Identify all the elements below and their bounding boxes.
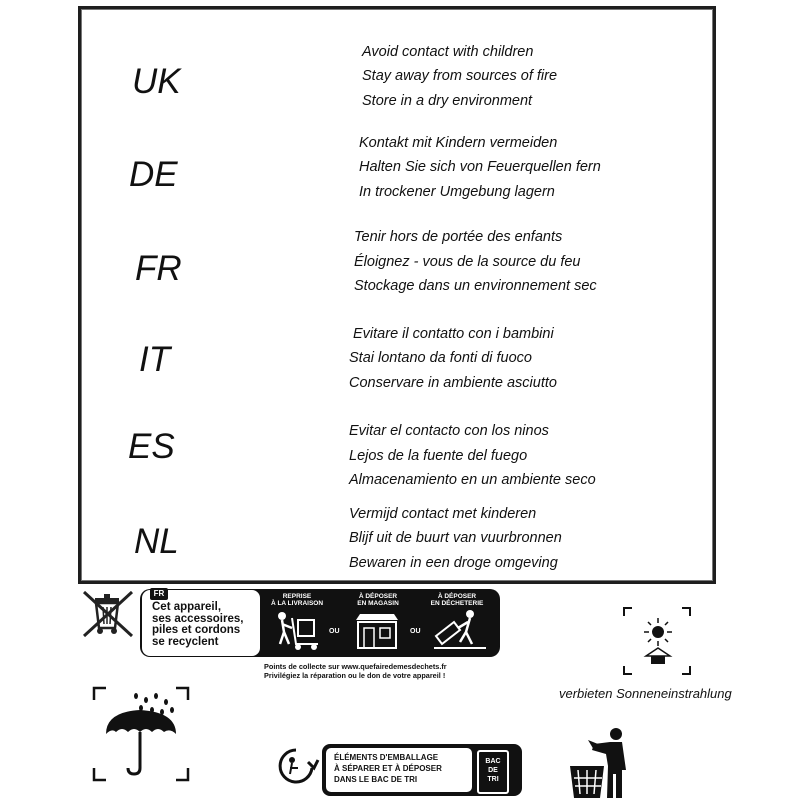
option-line: À DÉPOSER xyxy=(358,593,398,600)
warning-line: Stai lontano da fonti di fuoco xyxy=(349,350,532,366)
warning-line: Evitar el contacto con los ninos xyxy=(349,423,549,439)
lang-code-it: IT xyxy=(139,340,171,379)
warning-line: In trockener Umgebung lagern xyxy=(359,184,555,200)
option-line: À DÉPOSER xyxy=(437,593,477,600)
triman-option-store xyxy=(343,593,413,607)
keep-dry-umbrella-icon xyxy=(92,686,190,782)
option-line: EN DÉCHETERIE xyxy=(430,600,484,607)
lang-code-uk: UK xyxy=(132,62,181,101)
bin-label-line: DE xyxy=(488,767,498,774)
or-text: OU xyxy=(410,628,421,635)
option-line: REPRISE xyxy=(282,593,312,600)
triman-title xyxy=(152,602,243,648)
triman-footer-line: Privilégiez la réparation ou le don de votre appareil ! xyxy=(264,671,446,680)
bin-label-line: TRI xyxy=(487,776,499,783)
warning-line: Kontakt mit Kindern vermeiden xyxy=(359,135,558,151)
triman-title-line: ses accessoires, xyxy=(152,612,244,625)
lang-code-fr: FR xyxy=(135,249,182,288)
delivery-trolley-icon xyxy=(270,610,325,652)
warning-line: Avoid contact with children xyxy=(362,44,534,60)
triman-option-dump xyxy=(418,593,496,607)
bin-label-line: BAC xyxy=(485,758,501,765)
warning-line: Almacenamiento en un ambiente seco xyxy=(349,472,596,488)
triman-footer-line: Points de collecte sur www.quefairedemesdechets.fr xyxy=(264,662,447,671)
store-icon xyxy=(352,610,402,650)
weee-crossed-bin-icon xyxy=(78,588,138,640)
bin-label xyxy=(479,757,507,784)
lang-code-de: DE xyxy=(129,155,178,194)
warning-line: Vermijd contact met kinderen xyxy=(349,506,537,522)
warning-line: Bewaren in een droge omgeving xyxy=(349,555,558,571)
keep-out-of-sunlight-icon xyxy=(622,606,692,676)
triman-title-line: se recyclent xyxy=(152,635,219,648)
packaging-text xyxy=(334,752,442,785)
triman-title-line: Cet appareil, xyxy=(152,601,222,613)
lang-code-es: ES xyxy=(128,427,175,466)
tidy-man-bin-icon xyxy=(566,726,640,800)
warning-line: Blijf uit de buurt van vuurbronnen xyxy=(349,530,562,546)
warning-line: Conservare in ambiente asciutto xyxy=(349,375,557,391)
triman-option-delivery xyxy=(262,593,332,607)
packaging-line: ÉLÉMENTS D'EMBALLAGE xyxy=(334,753,439,762)
lang-code-nl: NL xyxy=(134,522,179,561)
warning-line: Evitare il contatto con i bambini xyxy=(353,326,554,342)
waste-center-icon xyxy=(430,608,490,652)
triman-title-line: piles et cordons xyxy=(152,624,241,636)
option-line: EN MAGASIN xyxy=(357,600,399,607)
warning-line: Lejos de la fuente del fuego xyxy=(349,448,528,464)
option-line: À LA LIVRAISON xyxy=(270,600,324,607)
sun-warning-label: verbieten Sonneneinstrahlung xyxy=(559,686,732,701)
warning-line: Stockage dans un environnement sec xyxy=(354,278,597,294)
packaging-line: DANS LE BAC DE TRI xyxy=(334,775,418,784)
packaging-line: À SÉPARER ET À DÉPOSER xyxy=(334,764,442,773)
or-text: OU xyxy=(329,628,340,635)
fr-badge: FR xyxy=(150,588,168,600)
warning-line: Tenir hors de portée des enfants xyxy=(354,229,563,245)
warning-line: Éloignez - vous de la source du feu xyxy=(354,254,581,270)
warning-line: Store in a dry environment xyxy=(362,93,533,109)
warning-line: Stay away from sources of fire xyxy=(362,68,558,84)
warning-line: Halten Sie sich von Feuerquellen fern xyxy=(359,159,601,175)
triman-arrows-icon xyxy=(272,746,320,786)
